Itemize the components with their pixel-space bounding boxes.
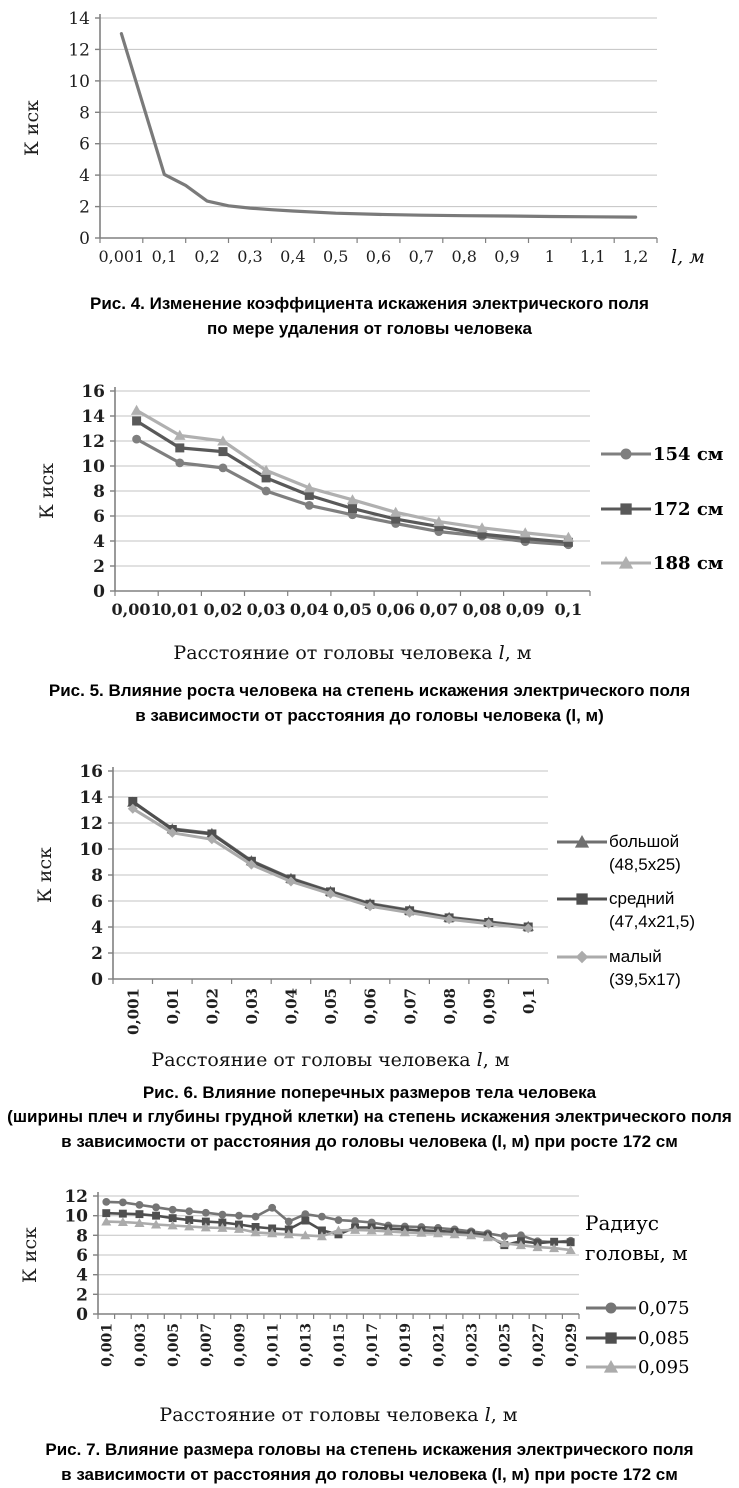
figure-5-legend: [600, 443, 739, 576]
legend-entry: [556, 831, 736, 877]
svg-text:16: 16: [79, 761, 103, 782]
caption-line: в зависимости от расстояния до головы человека (l, м) при росте 172 см: [61, 1131, 678, 1151]
svg-text:12: 12: [64, 1187, 88, 1208]
svg-text:0: 0: [79, 229, 90, 249]
svg-text:Расстояние от головы человека: Расстояние от головы человека l, м: [173, 642, 532, 665]
svg-text:0,017: 0,017: [365, 1323, 381, 1368]
svg-text:0,04: 0,04: [289, 600, 329, 620]
figure-4-line-chart: [0, 6, 739, 272]
caption-line: (ширины плеч и глубины грудной клетки) на степень искажения электрического поля: [7, 1107, 732, 1127]
svg-text:0,06: 0,06: [376, 600, 416, 620]
svg-text:6: 6: [76, 1246, 88, 1267]
square-marker-icon: [556, 891, 608, 907]
svg-text:0,1: 0,1: [554, 600, 583, 620]
svg-text:0,3: 0,3: [237, 247, 263, 266]
figure-7-chart-row: [0, 1182, 739, 1428]
figure-5-chart-row: [0, 371, 739, 667]
triangle-marker-icon: [600, 555, 652, 571]
svg-text:2: 2: [91, 943, 103, 964]
svg-text:8: 8: [79, 103, 90, 124]
svg-text:0,07: 0,07: [419, 600, 459, 620]
legend-entry: [585, 1327, 737, 1351]
svg-text:2: 2: [93, 557, 105, 578]
figure-5: [0, 371, 739, 728]
circle-marker-icon: [585, 1300, 637, 1316]
svg-text:0,001: 0,001: [124, 987, 143, 1035]
svg-text:Расстояние от головы человека: Расстояние от головы человека l, м: [159, 1404, 518, 1427]
figure-4: [0, 6, 739, 341]
svg-text:1,2: 1,2: [622, 247, 649, 266]
svg-text:0,019: 0,019: [398, 1323, 415, 1368]
svg-text:0,2: 0,2: [194, 247, 220, 266]
figure-5-caption: [0, 679, 739, 728]
legend-label: 154 см: [653, 444, 724, 466]
caption-line: Рис. 5. Влияние роста человека на степень искажения электрического поля: [48, 681, 691, 701]
figure-7-caption: [0, 1438, 739, 1487]
svg-text:0,007: 0,007: [199, 1323, 216, 1368]
svg-text:0,06: 0,06: [361, 987, 380, 1025]
svg-text:12: 12: [81, 432, 105, 453]
svg-text:10: 10: [79, 839, 103, 860]
svg-text:10: 10: [81, 457, 105, 478]
legend-label: 0,095: [638, 1357, 690, 1379]
svg-text:К иск: К иск: [36, 463, 58, 520]
svg-text:0,5: 0,5: [322, 247, 349, 266]
legend-entry: [585, 1356, 737, 1380]
caption-line: в зависимости от расстояния до головы человека (l, м): [135, 705, 604, 725]
svg-text:0,03: 0,03: [246, 600, 286, 620]
caption-line: Рис. 7. Влияние размера головы на степень искажения электрического поля: [45, 1440, 694, 1460]
figure-6: [0, 755, 739, 1155]
svg-text:0,9: 0,9: [494, 247, 520, 266]
svg-text:0,08: 0,08: [462, 600, 502, 620]
svg-text:2: 2: [76, 1285, 88, 1306]
svg-text:К иск: К иск: [19, 1227, 41, 1284]
svg-text:4: 4: [76, 1266, 88, 1287]
svg-text:8: 8: [76, 1226, 88, 1247]
figure-6-legend: [556, 831, 736, 993]
svg-text:0,09: 0,09: [505, 600, 545, 620]
svg-text:0,029: 0,029: [564, 1323, 580, 1368]
svg-text:0,001: 0,001: [98, 247, 145, 266]
figure-7-legend: [585, 1208, 737, 1380]
svg-text:0,027: 0,027: [530, 1323, 547, 1368]
svg-text:0: 0: [91, 969, 103, 990]
svg-text:0,005: 0,005: [166, 1323, 182, 1368]
svg-text:0,6: 0,6: [365, 247, 392, 266]
svg-text:1: 1: [544, 247, 555, 266]
svg-text:0,7: 0,7: [408, 247, 435, 266]
figure-6-caption: [0, 1081, 739, 1155]
legend-label: 0,075: [638, 1298, 690, 1320]
caption-line: Рис. 4. Изменение коэффициента искажения электрического поля: [90, 294, 649, 313]
svg-text:К иск: К иск: [21, 100, 43, 156]
diamond-marker-icon: [556, 949, 608, 965]
svg-text:0,001: 0,001: [111, 600, 162, 620]
svg-text:0,05: 0,05: [322, 987, 341, 1025]
svg-text:Расстояние от головы человека: Расстояние от головы человека l, м: [151, 1048, 510, 1071]
svg-text:14: 14: [79, 787, 103, 808]
svg-text:4: 4: [93, 532, 105, 553]
svg-text:0: 0: [93, 582, 105, 603]
svg-text:0,1: 0,1: [519, 987, 538, 1014]
svg-text:4: 4: [91, 917, 103, 938]
svg-text:0,1: 0,1: [151, 247, 178, 266]
legend-title: Радиус головы, м: [585, 1211, 688, 1266]
triangle-marker-icon: [556, 834, 608, 850]
legend-entry: [556, 888, 736, 934]
triangle-marker-icon: [585, 1359, 637, 1375]
svg-text:8: 8: [93, 482, 105, 503]
svg-text:0,001: 0,001: [99, 1323, 116, 1368]
svg-text:10: 10: [68, 71, 90, 92]
svg-text:6: 6: [91, 891, 103, 912]
circle-marker-icon: [600, 446, 652, 462]
svg-text:l, м: l, м: [671, 246, 705, 268]
svg-text:2: 2: [79, 197, 90, 218]
legend-label: большой (48,5х25): [609, 831, 681, 874]
figure-4-chart-row: [0, 6, 739, 272]
caption-line: по мере удаления от головы человека: [206, 318, 533, 338]
svg-text:0,8: 0,8: [451, 247, 477, 266]
svg-text:0: 0: [76, 1305, 88, 1326]
svg-text:8: 8: [91, 865, 103, 886]
legend-label: малый (39,5х17): [609, 947, 681, 990]
svg-text:6: 6: [93, 507, 105, 528]
svg-text:10: 10: [64, 1207, 88, 1228]
legend-entry: [600, 552, 739, 576]
svg-text:6: 6: [79, 134, 90, 155]
legend-label: 172 см: [653, 498, 724, 520]
legend-entry: [585, 1297, 737, 1321]
svg-text:0,03: 0,03: [243, 987, 262, 1025]
svg-text:0,011: 0,011: [265, 1323, 282, 1368]
svg-text:К иск: К иск: [34, 846, 56, 903]
svg-text:0,021: 0,021: [431, 1323, 448, 1368]
svg-text:0,01: 0,01: [164, 987, 182, 1025]
square-marker-icon: [600, 501, 652, 517]
svg-text:14: 14: [68, 9, 90, 29]
svg-text:0,05: 0,05: [333, 600, 372, 620]
svg-text:12: 12: [79, 813, 103, 834]
svg-text:0,01: 0,01: [160, 600, 200, 620]
legend-label: средний (47,4х21,5): [609, 889, 695, 932]
caption-line: Рис. 6. Влияние поперечных размеров тела человека: [142, 1082, 597, 1102]
figure-7: [0, 1182, 739, 1487]
svg-text:0,04: 0,04: [282, 987, 301, 1025]
svg-text:0,4: 0,4: [280, 247, 306, 266]
svg-text:1,1: 1,1: [579, 247, 606, 266]
svg-text:0,023: 0,023: [464, 1323, 481, 1368]
svg-text:0,025: 0,025: [497, 1323, 514, 1368]
svg-text:0,003: 0,003: [132, 1323, 149, 1368]
legend-entry: [600, 443, 739, 467]
legend-label: 188 см: [653, 552, 724, 574]
figure-4-caption: [0, 292, 739, 341]
svg-text:14: 14: [81, 407, 105, 428]
caption-line: в зависимости от расстояния до головы человека (l, м) при росте 172 см: [61, 1465, 678, 1485]
figure-5-line-chart: [0, 371, 600, 667]
figure-6-line-chart: [0, 755, 556, 1073]
legend-entry: [600, 498, 739, 522]
svg-text:0,02: 0,02: [203, 987, 222, 1025]
figure-7-line-chart: [0, 1182, 585, 1428]
svg-text:12: 12: [68, 40, 90, 61]
svg-text:0,015: 0,015: [331, 1323, 348, 1368]
svg-text:0,09: 0,09: [480, 987, 499, 1025]
svg-text:0,013: 0,013: [298, 1323, 315, 1368]
svg-text:4: 4: [79, 166, 90, 187]
svg-text:0,07: 0,07: [401, 987, 420, 1025]
svg-text:0,009: 0,009: [232, 1323, 249, 1368]
svg-text:0,08: 0,08: [440, 987, 459, 1025]
svg-text:16: 16: [81, 382, 105, 403]
legend-label: 0,085: [638, 1327, 690, 1349]
svg-text:0,02: 0,02: [203, 600, 243, 620]
figure-6-chart-row: [0, 755, 739, 1073]
legend-entry: [556, 946, 736, 992]
square-marker-icon: [585, 1330, 637, 1346]
